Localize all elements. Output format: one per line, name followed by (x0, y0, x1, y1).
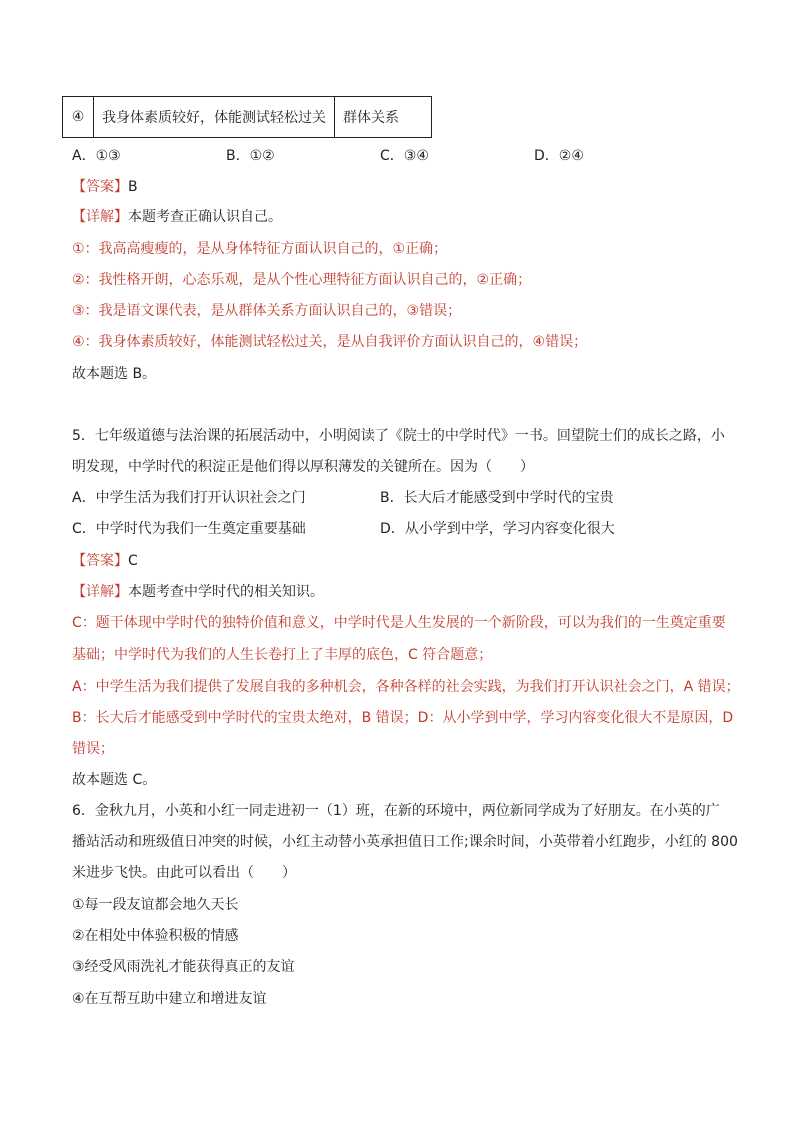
table-cell-statement: 我身体素质较好，体能测试轻松过关 (94, 97, 335, 138)
q6-stem-line-3: 米进步飞快。由此可以看出（ ） (72, 865, 296, 881)
q5-answer (72, 551, 138, 571)
q5-explanation-5: 错误； (72, 741, 114, 757)
q5-stem-line-2: 明发现，中学时代的积淀正是他们得以厚积薄发的关键所在。因为（ ） (72, 459, 534, 475)
q5-option-c: C．中学时代为我们一生奠定重要基础 (72, 521, 306, 537)
q6-choice-2: ②在相处中体验积极的情感 (72, 928, 239, 944)
table-row (63, 97, 432, 138)
q5-option-b: B．长大后才能感受到中学时代的宝贵 (380, 490, 614, 506)
q6-stem-line-2: 播站活动和班级值日冲突的时候，小红主动替小英承担值日工作;课余时间，小英带着小红跑步，小红的 800 (72, 834, 738, 850)
options-table (62, 96, 432, 138)
q5-explanation-1: C：题干体现中学时代的独特价值和意义，中学时代是人生发展的一个新阶段，可以为我们的一生奠定重要 (72, 615, 726, 631)
q4-explanation-3: ③：我是语文课代表，是从群体关系方面认识自己的，③错误； (72, 303, 462, 319)
q6-stem-line-1: 6．金秋九月，小英和小红一同走进初一（1）班，在新的环境中，两位新同学成为了好朋友。在小英的广 (72, 803, 720, 819)
q6-choice-4: ④在互帮互助中建立和增进友谊 (72, 991, 267, 1007)
q5-conclusion: 故本题选 C。 (72, 772, 157, 788)
q5-explanation-3: A：中学生活为我们提供了发展自我的多种机会，各种各样的社会实践，为我们打开认识社会之门，A 错误； (72, 679, 740, 695)
detail-intro: 本题考查中学时代的相关知识。 (128, 584, 324, 600)
table-cell-number: ④ (63, 97, 94, 138)
q5-explanation-2: 基础；中学时代为我们的人生长卷打上了丰厚的底色，C 符合题意； (72, 647, 493, 663)
q4-option-b: B．①② (226, 148, 275, 164)
q5-option-d: D．从小学到中学，学习内容变化很大 (380, 521, 615, 537)
table-cell-aspect: 群体关系 (335, 97, 432, 138)
q6-choice-1: ①每一段友谊都会地久天长 (72, 897, 239, 913)
detail-tag: 【详解】 (72, 584, 128, 600)
answer-tag: 【答案】 (72, 553, 128, 569)
answer-value: C (128, 553, 138, 569)
q4-explanation-1: ①：我高高瘦瘦的，是从身体特征方面认识自己的，①正确； (72, 241, 448, 257)
q4-explanation-2: ②：我性格开朗，心态乐观，是从个性心理特征方面认识自己的，②正确； (72, 272, 532, 288)
q4-detail (72, 207, 282, 227)
q4-conclusion: 故本题选 B。 (72, 366, 157, 382)
q5-detail (72, 582, 324, 602)
q4-explanation-4: ④：我身体素质较好，体能测试轻松过关，是从自我评价方面认识自己的，④错误； (72, 334, 588, 350)
q5-stem-line-1: 5．七年级道德与法治课的拓展活动中，小明阅读了《院士的中学时代》一书。回望院士们的成长之路，小 (72, 428, 725, 444)
q6-choice-3: ③经受风雨洗礼才能获得真正的友谊 (72, 959, 295, 975)
q4-option-c: C．③④ (380, 148, 429, 164)
answer-tag: 【答案】 (72, 179, 128, 195)
q5-explanation-4: B：长大后才能感受到中学时代的宝贵太绝对，B 错误；D：从小学到中学，学习内容变化很大不是原因，D (72, 710, 734, 726)
q4-option-d: D．②④ (534, 148, 584, 164)
answer-value: B (128, 179, 138, 195)
detail-intro: 本题考查正确认识自己。 (128, 209, 282, 225)
q4-answer (72, 177, 138, 197)
q5-option-a: A．中学生活为我们打开认识社会之门 (72, 490, 306, 506)
q4-option-a: A．①③ (72, 148, 121, 164)
detail-tag: 【详解】 (72, 209, 128, 225)
